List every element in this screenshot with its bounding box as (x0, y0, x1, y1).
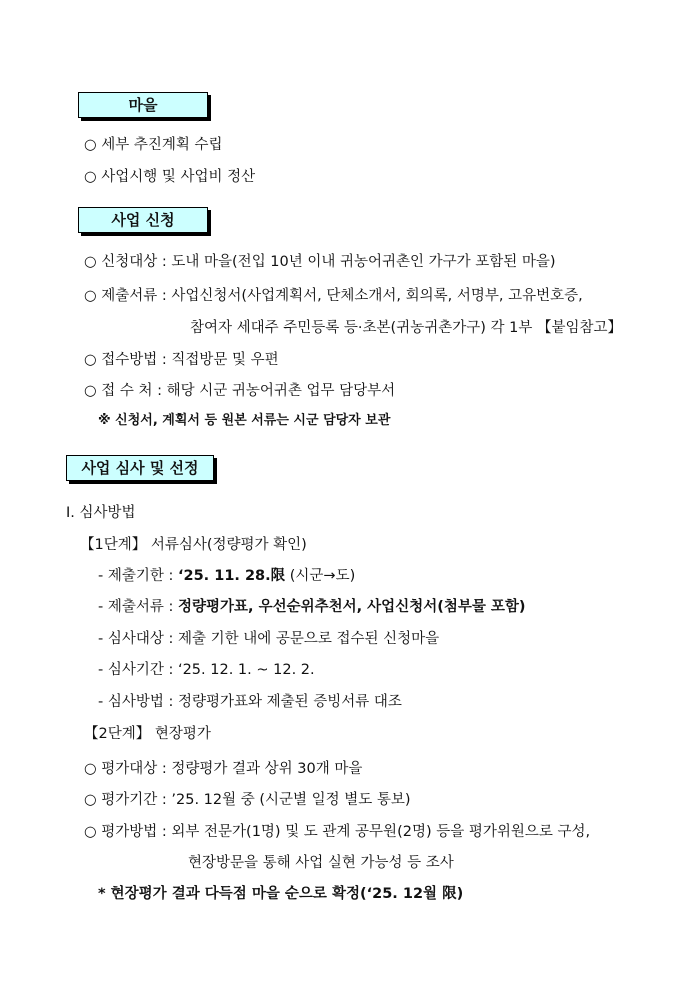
section-title-village: 마을 (78, 92, 208, 118)
list-item: ○ 사업시행 및 사업비 정산 (84, 169, 256, 185)
stage2-method-line1: ○ 평가방법 : 외부 전문가(1명) 및 도 관계 공무원(2명) 등을 평가위원으로 구성, (84, 824, 591, 840)
stage1-deadline-label: - 제출기한 : (98, 568, 178, 584)
section-title-review: 사업 심사 및 선정 (66, 455, 214, 481)
stage1-method: - 심사방법 : 정량평가표와 제출된 증빙서류 대조 (98, 694, 402, 710)
stage1-target: - 심사대상 : 제출 기한 내에 공문으로 접수된 신청마을 (98, 631, 440, 647)
list-item: ○ 세부 추진계획 수립 (84, 137, 223, 153)
review-heading: Ⅰ. 심사방법 (66, 505, 136, 521)
stage1-title: 【1단계】 서류심사(정량평가 확인) (80, 537, 307, 553)
stage1-deadline (98, 566, 355, 586)
stage1-period: - 심사기간 : ‘25. 12. 1. ~ 12. 2. (98, 662, 315, 678)
stage1-docs-label: - 제출서류 : (98, 599, 178, 615)
stage2-note: * 현장평가 결과 다득점 마을 순으로 확정(‘25. 12월 限) (98, 886, 464, 902)
stage2-title: 【2단계】 현장평가 (84, 726, 211, 742)
stage1-docs-value: 정량평가표, 우선순위추천서, 사업신청서(첨부물 포함) (177, 599, 526, 615)
stage1-docs (98, 597, 526, 617)
application-docs-line1: ○ 제출서류 : 사업신청서(사업계획서, 단체소개서, 회의록, 서명부, 고유번호증, (84, 288, 583, 304)
stage2-target: ○ 평가대상 : 정량평가 결과 상위 30개 마을 (84, 761, 363, 777)
application-docs-line2: 참여자 세대주 주민등록 등·초본(귀농귀촌가구) 각 1부 【붙임참고】 (190, 320, 622, 336)
stage1-deadline-value: ‘25. 11. 28.限 (177, 568, 286, 584)
application-method: ○ 접수방법 : 직접방문 및 우편 (84, 352, 279, 368)
application-note: ※ 신청서, 계획서 등 원본 서류는 시군 담당자 보관 (98, 413, 391, 428)
stage2-period: ○ 평가기간 : ’25. 12월 중 (시군별 일정 별도 통보) (84, 792, 411, 808)
application-place: ○ 접 수 처 : 해당 시군 귀농어귀촌 업무 담당부서 (84, 383, 396, 399)
stage1-deadline-suffix: (시군→도) (285, 568, 356, 584)
section-title-application: 사업 신청 (78, 207, 208, 233)
stage2-method-line2: 현장방문을 통해 사업 실현 가능성 등 조사 (188, 855, 454, 871)
application-target: ○ 신청대상 : 도내 마을(전입 10년 이내 귀농어귀촌인 가구가 포함된 마을) (84, 254, 556, 270)
